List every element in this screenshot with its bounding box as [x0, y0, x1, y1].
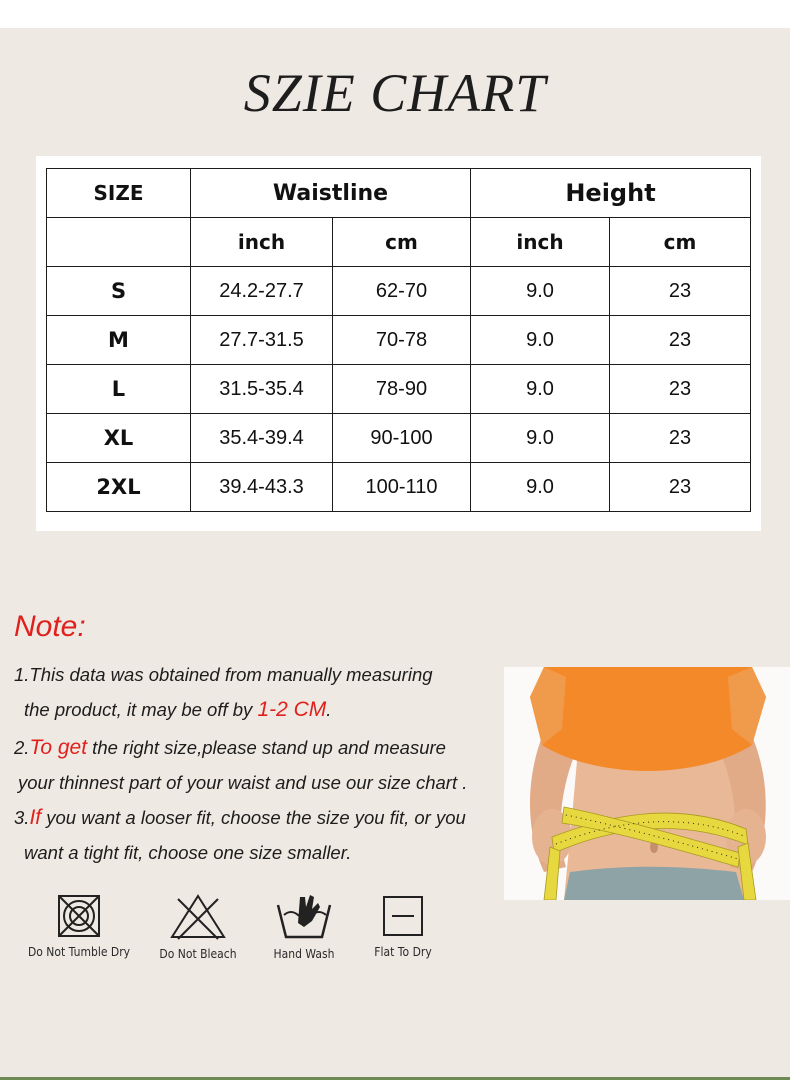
note-highlight: If [29, 806, 42, 829]
subheader-waist-cm: cm [333, 218, 471, 267]
note-item-2-line-1 [14, 736, 446, 760]
care-label: Flat To Dry [374, 945, 432, 959]
care-label: Hand Wash [273, 947, 335, 961]
size-cell: S [47, 267, 191, 316]
height-inch-cell: 9.0 [471, 365, 610, 414]
waist-cm-cell: 62-70 [333, 267, 471, 316]
waist-cm-cell: 78-90 [333, 365, 471, 414]
waist-inch-cell: 39.4-43.3 [191, 463, 333, 512]
note-text: the right size,please stand up and measure [87, 737, 446, 758]
table-header-row [47, 169, 751, 218]
note-item-3-line-1 [14, 806, 466, 830]
care-do-not-bleach [150, 893, 246, 961]
note-item-2-line-2: your thinnest part of your waist and use our size chart . [18, 772, 468, 793]
size-chart-panel [36, 156, 761, 531]
waist-inch-cell: 31.5-35.4 [191, 365, 333, 414]
note-number: 3. [14, 807, 30, 828]
note-title: Note: [14, 610, 86, 643]
height-cm-cell: 23 [610, 316, 751, 365]
table-row [47, 463, 751, 512]
note-item-3-line-2: want a tight fit, choose one size smaller. [24, 842, 352, 863]
table-row [47, 316, 751, 365]
hand-wash-icon [274, 893, 334, 941]
height-inch-cell: 9.0 [471, 463, 610, 512]
note-item-1-line-2 [24, 698, 331, 722]
size-cell: M [47, 316, 191, 365]
note-number: 2. [14, 737, 30, 758]
care-label: Do Not Tumble Dry [27, 945, 131, 959]
height-cm-cell: 23 [610, 463, 751, 512]
subheader-height-cm: cm [610, 218, 751, 267]
note-text: you want a looser fit, choose the size you fit, or you [41, 807, 466, 828]
size-cell: L [47, 365, 191, 414]
do-not-bleach-icon [168, 893, 228, 941]
waist-inch-cell: 27.7-31.5 [191, 316, 333, 365]
height-cm-cell: 23 [610, 414, 751, 463]
note-text: the product, it may be off by [24, 699, 258, 720]
waist-cm-cell: 100-110 [333, 463, 471, 512]
header-height: Height [471, 169, 751, 218]
waist-inch-cell: 24.2-27.7 [191, 267, 333, 316]
subheader-height-inch: inch [471, 218, 610, 267]
measuring-illustration [504, 667, 790, 900]
size-cell: 2XL [47, 463, 191, 512]
care-hand-wash [262, 893, 346, 961]
height-inch-cell: 9.0 [471, 316, 610, 365]
care-flat-to-dry [362, 893, 444, 959]
height-cm-cell: 23 [610, 267, 751, 316]
flat-to-dry-icon [380, 893, 426, 939]
note-item-1-line-1: 1.This data was obtained from manually measuring [14, 664, 433, 685]
height-cm-cell: 23 [610, 365, 751, 414]
waist-inch-cell: 35.4-39.4 [191, 414, 333, 463]
header-size: SIZE [47, 169, 191, 218]
care-label: Do Not Bleach [159, 947, 237, 961]
height-inch-cell: 9.0 [471, 267, 610, 316]
header-waistline: Waistline [191, 169, 471, 218]
page-title: SZIE CHART [243, 63, 547, 123]
table-row [47, 414, 751, 463]
size-cell: XL [47, 414, 191, 463]
table-subheader-row [47, 218, 751, 267]
table-row [47, 365, 751, 414]
waist-measuring-photo [504, 667, 790, 900]
note-text: . [326, 699, 332, 720]
waist-cm-cell: 70-78 [333, 316, 471, 365]
size-table [46, 168, 751, 512]
care-do-not-tumble-dry [20, 893, 138, 959]
subheader-waist-inch: inch [191, 218, 333, 267]
height-inch-cell: 9.0 [471, 414, 610, 463]
waist-cm-cell: 90-100 [333, 414, 471, 463]
subheader-blank [47, 218, 191, 267]
table-row [47, 267, 751, 316]
note-highlight: To get [29, 736, 88, 759]
do-not-tumble-dry-icon [56, 893, 102, 939]
note-highlight: 1-2 CM [257, 698, 327, 721]
